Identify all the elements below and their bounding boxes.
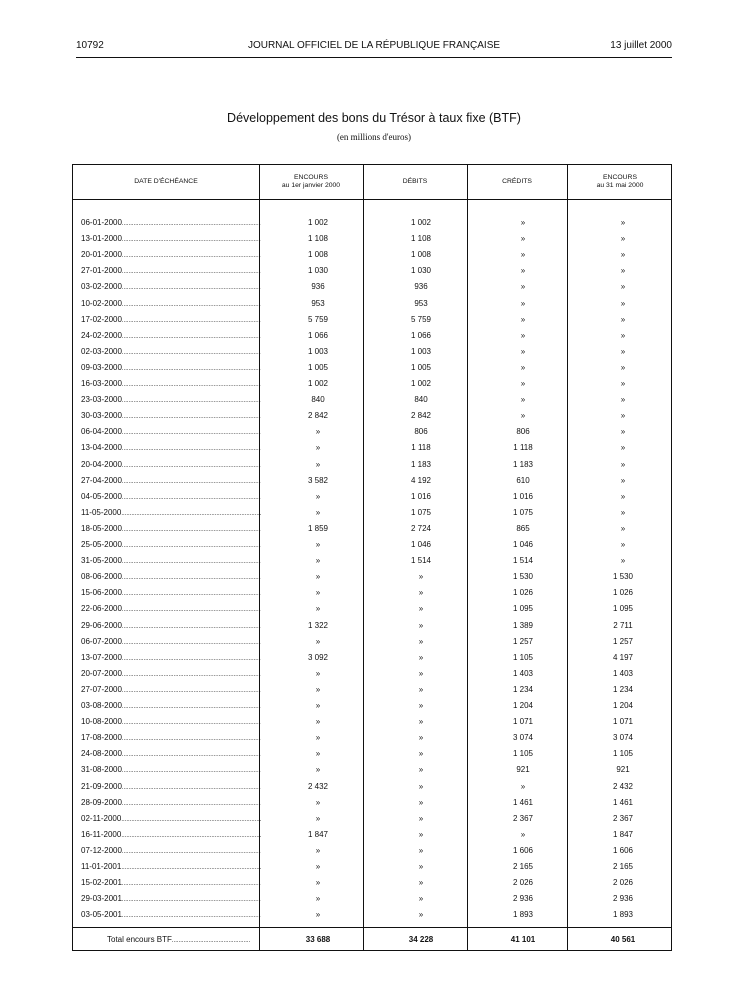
table-row: [73, 665, 673, 681]
row-debits: 1 183: [410, 459, 432, 469]
row-date: 16-11-2000 .....: [81, 830, 261, 839]
row-debits: 1 066: [410, 330, 432, 340]
row-encours-fin: »: [620, 540, 626, 549]
row-encours-fin: 2 026: [612, 878, 634, 888]
total-debits: 34 228: [408, 935, 434, 944]
row-encours-fin: »: [620, 346, 626, 356]
row-encours-fin: 2 936: [612, 894, 634, 904]
row-credits: 1 389: [512, 620, 534, 630]
row-encours-debut: 1 108: [307, 234, 329, 244]
table-row: [73, 359, 673, 375]
row-encours-debut: »: [315, 910, 321, 920]
row-debits: 953: [414, 298, 428, 308]
row-encours-fin: »: [620, 411, 626, 421]
table-row: [73, 600, 673, 616]
table-row: [73, 214, 673, 230]
row-encours-fin: 1 204: [612, 701, 634, 710]
issue-date: 13 juillet 2000: [610, 40, 672, 51]
journal-title: JOURNAL OFFICIEL DE LA RÉPUBLIQUE FRANÇAISE: [247, 40, 501, 51]
table-row: [73, 536, 673, 552]
row-encours-debut: 2 842: [307, 411, 329, 421]
row-debits: 1 030: [410, 266, 432, 276]
row-debits: »: [418, 813, 424, 823]
row-encours-debut: »: [315, 862, 321, 871]
row-encours-fin: »: [620, 282, 626, 292]
row-encours-debut: »: [315, 459, 321, 469]
row-date: 10-02-2000 .....: [81, 299, 261, 308]
row-encours-debut: »: [315, 749, 321, 759]
row-encours-fin: »: [620, 395, 626, 405]
row-date: 09-03-2000 .....: [81, 363, 261, 372]
row-credits: 806: [516, 427, 530, 437]
row-debits: »: [418, 910, 424, 920]
row-encours-fin: »: [620, 314, 626, 324]
row-encours-fin: 1 893: [612, 910, 634, 920]
table-row: [73, 311, 673, 327]
row-credits: 1 461: [512, 797, 534, 807]
table-row: [73, 439, 673, 455]
row-date: 10-08-2000 .....: [81, 717, 261, 726]
row-encours-debut: 936: [311, 282, 325, 292]
row-encours-debut: 1 002: [307, 218, 329, 227]
header-rule-bottom: [73, 199, 671, 200]
table-row: [73, 568, 673, 584]
row-credits: »: [520, 362, 526, 372]
row-debits: 4 192: [410, 475, 432, 485]
row-encours-debut: »: [315, 717, 321, 727]
document-title: Développement des bons du Trésor à taux fixe (BTF): [227, 111, 521, 125]
row-date: 06-07-2000 .....: [81, 637, 261, 646]
row-debits: »: [418, 717, 424, 727]
row-encours-debut: 3 582: [307, 475, 329, 485]
row-encours-debut: »: [315, 588, 321, 598]
row-encours-fin: 1 095: [612, 604, 634, 614]
header-credits: CRÉDITS: [502, 178, 532, 185]
row-encours-fin: 1 461: [612, 797, 634, 807]
row-encours-debut: »: [315, 733, 321, 743]
row-date: 03-02-2000 .....: [81, 282, 261, 291]
table-row: [73, 890, 673, 906]
row-encours-debut: »: [315, 556, 321, 566]
row-encours-debut: »: [315, 845, 321, 855]
row-debits: »: [418, 845, 424, 855]
header-date: DATE D'ÉCHÉANCE: [134, 178, 198, 185]
row-encours-fin: 1 403: [612, 668, 634, 678]
row-credits: »: [520, 234, 526, 244]
row-encours-debut: 5 759: [307, 314, 329, 324]
row-credits: 1 016: [512, 491, 534, 501]
row-date: 15-06-2000 .....: [81, 588, 261, 597]
row-date: 11-05-2000 .....: [81, 508, 261, 517]
row-encours-debut: »: [315, 636, 321, 646]
row-encours-fin: 4 197: [612, 652, 634, 662]
row-encours-fin: »: [620, 330, 626, 340]
row-date: 18-05-2000 .....: [81, 524, 261, 533]
row-credits: 1 204: [512, 701, 534, 710]
row-encours-debut: »: [315, 894, 321, 904]
row-date: 13-01-2000 .....: [81, 234, 261, 243]
row-encours-debut: »: [315, 604, 321, 614]
table-row: [73, 713, 673, 729]
row-encours-debut: »: [315, 491, 321, 501]
row-encours-debut: »: [315, 765, 321, 775]
table-row: [73, 858, 673, 874]
row-debits: »: [418, 765, 424, 775]
row-date: 24-02-2000 .....: [81, 331, 261, 340]
row-encours-fin: 2 432: [612, 781, 634, 791]
row-date: 17-02-2000 .....: [81, 315, 261, 324]
row-date: 20-04-2000 .....: [81, 460, 261, 469]
row-encours-fin: »: [620, 427, 626, 437]
table-row: [73, 327, 673, 343]
row-date: 07-12-2000 .....: [81, 846, 261, 855]
total-label: Total encours BTF .....: [107, 935, 257, 944]
row-debits: »: [418, 862, 424, 871]
row-credits: 865: [516, 523, 530, 533]
row-date: 03-08-2000 .....: [81, 701, 261, 710]
row-date: 21-09-2000 .....: [81, 782, 261, 791]
row-encours-fin: »: [620, 507, 626, 517]
row-date: 30-03-2000 .....: [81, 411, 261, 420]
table-row: [73, 697, 673, 713]
row-encours-fin: 1 257: [612, 636, 634, 646]
row-credits: »: [520, 346, 526, 356]
table-row: [73, 472, 673, 488]
row-date: 27-01-2000 .....: [81, 266, 261, 275]
row-credits: 1 071: [512, 717, 534, 727]
row-date: 20-07-2000 .....: [81, 669, 261, 678]
row-debits: »: [418, 829, 424, 839]
row-date: 16-03-2000 .....: [81, 379, 261, 388]
row-encours-fin: »: [620, 234, 626, 244]
table-row: [73, 423, 673, 439]
row-date: 31-05-2000 .....: [81, 556, 261, 565]
row-debits: 1 016: [410, 491, 432, 501]
row-debits: 5 759: [410, 314, 432, 324]
row-encours-fin: »: [620, 362, 626, 372]
table-row: [73, 649, 673, 665]
total-row: [73, 931, 673, 951]
row-credits: 2 367: [512, 813, 534, 823]
table-row: [73, 552, 673, 568]
row-debits: »: [418, 620, 424, 630]
table-row: [73, 584, 673, 600]
table-row: [73, 810, 673, 826]
row-encours-fin: »: [620, 491, 626, 501]
row-debits: 2 724: [410, 523, 432, 533]
row-date: 06-04-2000 .....: [81, 427, 261, 436]
table-row: [73, 520, 673, 536]
table-row: [73, 230, 673, 246]
row-encours-fin: 2 711: [613, 620, 633, 630]
row-encours-fin: 1 105: [612, 749, 634, 759]
row-date: 20-01-2000 .....: [81, 250, 261, 259]
row-encours-debut: 1 008: [307, 250, 329, 260]
row-debits: »: [418, 781, 424, 791]
table-row: [73, 633, 673, 649]
table-row: [73, 375, 673, 391]
table-row: [73, 407, 673, 423]
table-row: [73, 504, 673, 520]
row-credits: 921: [516, 765, 530, 775]
row-encours-debut: »: [315, 701, 321, 710]
row-encours-debut: 2 432: [307, 781, 329, 791]
row-encours-fin: 1 234: [612, 684, 634, 694]
row-debits: 1 008: [410, 250, 432, 260]
row-encours-fin: »: [620, 443, 626, 453]
row-credits: 1 606: [512, 845, 534, 855]
table-row: [73, 842, 673, 858]
row-credits: 1 075: [512, 507, 534, 517]
row-encours-fin: »: [620, 298, 626, 308]
row-encours-debut: 1 002: [307, 379, 329, 388]
header-encours-fin: ENCOURS au 31 mai 2000: [596, 174, 644, 189]
row-encours-debut: 3 092: [307, 652, 329, 662]
row-encours-debut: »: [315, 572, 321, 582]
row-debits: »: [418, 894, 424, 904]
row-credits: 1 105: [512, 749, 534, 759]
row-date: 02-11-2000 .....: [81, 814, 261, 823]
row-debits: 1 005: [410, 362, 432, 372]
row-encours-debut: 1 066: [307, 330, 329, 340]
row-credits: »: [520, 330, 526, 340]
row-debits: 1 046: [410, 540, 432, 549]
row-credits: 1 183: [512, 459, 534, 469]
row-credits: 2 165: [512, 862, 534, 871]
document-subtitle: (en millions d'euros): [336, 132, 412, 142]
row-date: 11-01-2001 .....: [81, 862, 261, 871]
row-debits: »: [418, 572, 424, 582]
row-debits: »: [418, 636, 424, 646]
row-debits: »: [418, 797, 424, 807]
row-credits: 1 257: [512, 636, 534, 646]
row-encours-debut: »: [315, 443, 321, 453]
row-encours-fin: »: [620, 250, 626, 260]
row-credits: 1 095: [512, 604, 534, 614]
header-debits: DÉBITS: [402, 178, 428, 185]
table-row: [73, 617, 673, 633]
row-credits: »: [520, 395, 526, 405]
row-credits: »: [520, 298, 526, 308]
row-credits: 2 936: [512, 894, 534, 904]
row-encours-debut: 840: [311, 395, 325, 405]
row-debits: 1 003: [410, 346, 432, 356]
row-credits: 1 403: [512, 668, 534, 678]
row-date: 22-06-2000 .....: [81, 604, 261, 613]
row-credits: 610: [516, 475, 530, 485]
row-encours-debut: »: [315, 507, 321, 517]
row-encours-fin: 1 847: [612, 829, 634, 839]
row-encours-debut: 1 003: [307, 346, 329, 356]
row-date: 13-04-2000 .....: [81, 443, 261, 452]
row-debits: »: [418, 878, 424, 888]
row-credits: 1 530: [512, 572, 534, 582]
row-debits: »: [418, 701, 424, 710]
row-debits: »: [418, 733, 424, 743]
row-encours-fin: 2 165: [612, 862, 634, 871]
row-debits: 1 514: [410, 556, 432, 566]
row-encours-debut: »: [315, 427, 321, 437]
row-encours-debut: »: [315, 684, 321, 694]
row-debits: »: [418, 668, 424, 678]
row-encours-fin: 1 071: [612, 717, 634, 727]
total-rule: [73, 927, 671, 928]
row-date: 02-03-2000 .....: [81, 347, 261, 356]
row-encours-debut: »: [315, 878, 321, 888]
table-row: [73, 874, 673, 890]
row-date: 27-07-2000 .....: [81, 685, 261, 694]
header-rule: [76, 57, 672, 58]
row-encours-fin: »: [620, 459, 626, 469]
table-row: [73, 391, 673, 407]
row-encours-debut: »: [315, 540, 321, 549]
row-date: 29-03-2001 .....: [81, 894, 261, 903]
row-debits: 1 002: [410, 218, 432, 227]
row-date: 31-08-2000 .....: [81, 765, 261, 774]
row-encours-debut: 1 847: [307, 829, 329, 839]
row-debits: 1 075: [410, 507, 432, 517]
table-row: [73, 906, 673, 922]
row-credits: »: [520, 411, 526, 421]
row-encours-fin: 1 026: [612, 588, 634, 598]
row-encours-debut: »: [315, 797, 321, 807]
row-debits: 1 108: [410, 234, 432, 244]
row-encours-debut: 1 859: [307, 523, 329, 533]
row-encours-fin: 921: [616, 765, 630, 775]
row-debits: 840: [414, 395, 428, 405]
table-row: [73, 278, 673, 294]
row-date: 13-07-2000 .....: [81, 653, 261, 662]
table-row: [73, 826, 673, 842]
table-row: [73, 488, 673, 504]
row-date: 06-01-2000 .....: [81, 218, 261, 227]
page-header: [76, 40, 672, 56]
row-date: 24-08-2000 .....: [81, 749, 261, 758]
row-encours-debut: »: [315, 668, 321, 678]
row-encours-debut: »: [315, 813, 321, 823]
table-row: [73, 295, 673, 311]
page-number: 10792: [76, 40, 104, 51]
table-row: [73, 794, 673, 810]
row-date: 27-04-2000 .....: [81, 476, 261, 485]
row-debits: »: [418, 588, 424, 598]
row-date: 15-02-2001 .....: [81, 878, 261, 887]
table-row: [73, 778, 673, 794]
row-date: 28-09-2000 .....: [81, 798, 261, 807]
row-date: 04-05-2000 .....: [81, 492, 261, 501]
row-date: 17-08-2000 .....: [81, 733, 261, 742]
table-row: [73, 761, 673, 777]
row-encours-debut: 1 322: [307, 620, 329, 630]
row-encours-fin: 3 074: [612, 733, 634, 743]
row-encours-fin: 1 530: [612, 572, 634, 582]
row-credits: »: [520, 781, 526, 791]
row-credits: »: [520, 379, 526, 388]
row-debits: »: [418, 684, 424, 694]
row-credits: »: [520, 829, 526, 839]
row-date: 03-05-2001 .....: [81, 910, 261, 919]
row-encours-fin: »: [620, 379, 626, 388]
table-row: [73, 681, 673, 697]
row-credits: 1 893: [512, 910, 534, 920]
row-debits: »: [418, 749, 424, 759]
row-encours-fin: »: [620, 266, 626, 276]
row-debits: »: [418, 652, 424, 662]
btf-table: [72, 164, 672, 951]
row-debits: 1 118: [411, 443, 431, 453]
row-encours-fin: 1 606: [612, 845, 634, 855]
row-encours-fin: »: [620, 523, 626, 533]
row-debits: 936: [414, 282, 428, 292]
row-credits: 3 074: [512, 733, 534, 743]
row-credits: 2 026: [512, 878, 534, 888]
row-credits: 1 026: [512, 588, 534, 598]
row-date: 29-06-2000 .....: [81, 621, 261, 630]
row-debits: 2 842: [410, 411, 432, 421]
row-encours-debut: 1 030: [307, 266, 329, 276]
row-credits: 1 514: [512, 556, 534, 566]
row-encours-debut: 953: [311, 298, 325, 308]
row-credits: »: [520, 250, 526, 260]
row-credits: »: [520, 282, 526, 292]
row-credits: 1 118: [513, 443, 533, 453]
row-credits: 1 234: [512, 684, 534, 694]
row-credits: »: [520, 266, 526, 276]
row-credits: 1 105: [512, 652, 534, 662]
row-encours-debut: 1 005: [307, 362, 329, 372]
row-encours-fin: »: [620, 218, 626, 227]
total-encours-debut: 33 688: [305, 935, 331, 944]
row-date: 08-06-2000 .....: [81, 572, 261, 581]
total-credits: 41 101: [510, 935, 536, 944]
row-encours-fin: »: [620, 475, 626, 485]
row-debits: »: [418, 604, 424, 614]
table-row: [73, 262, 673, 278]
row-debits: 806: [414, 427, 428, 437]
total-encours-fin: 40 561: [610, 935, 636, 944]
row-encours-fin: 2 367: [612, 813, 634, 823]
row-encours-fin: »: [620, 556, 626, 566]
table-row: [73, 246, 673, 262]
row-date: 25-05-2000 .....: [81, 540, 261, 549]
row-credits: »: [520, 314, 526, 324]
table-row: [73, 729, 673, 745]
row-debits: 1 002: [410, 379, 432, 388]
header-encours-debut: ENCOURS au 1er janvier 2000: [281, 174, 341, 189]
table-row: [73, 745, 673, 761]
row-credits: 1 046: [512, 540, 534, 549]
row-date: 23-03-2000 .....: [81, 395, 261, 404]
table-row: [73, 343, 673, 359]
table-row: [73, 456, 673, 472]
row-credits: »: [520, 218, 526, 227]
